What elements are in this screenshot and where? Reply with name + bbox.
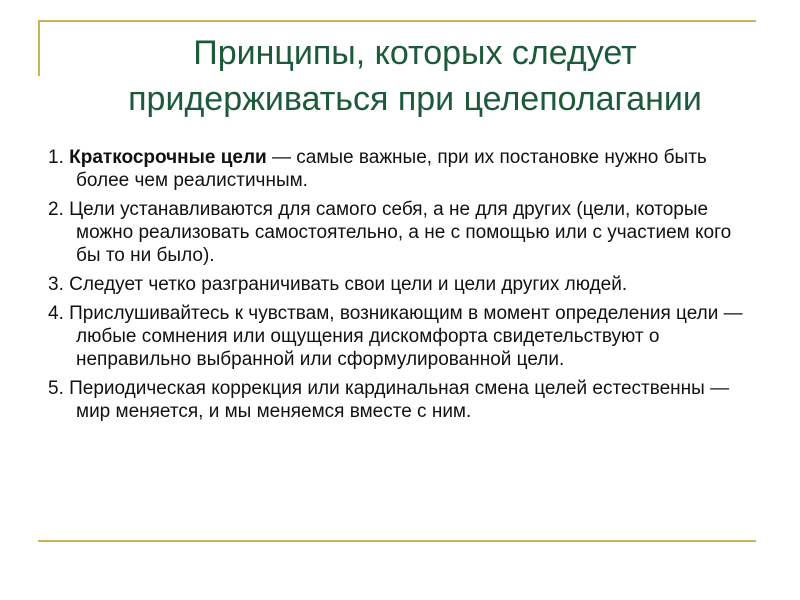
item-emphasis: Краткосрочные цели	[69, 147, 267, 168]
item-number: 1.	[48, 147, 70, 168]
item-text: Прислушивайтесь к чувствам, возникающим в момент определения цели — любые сомнения или ощущения дискомфорта свидетельствуют о неправильно выбранной или сформулированной цели.	[69, 303, 743, 370]
item-text: Следует четко разграничивать свои цели и цели других людей.	[69, 274, 628, 295]
item-text: — самые важные, при их постановке нужно быть более чем реалистичным.	[76, 147, 707, 191]
item-text: Цели устанавливаются для самого себя, а не для других (цели, которые можно реализовать самостоятельно, а не с помощью или с участием кого бы то ни было).	[69, 199, 732, 266]
item-number: 4.	[48, 303, 70, 324]
item-number: 5.	[48, 378, 70, 399]
principle-item-4	[48, 302, 748, 371]
item-text: Периодическая коррекция или кардинальная смена целей естественны — мир меняется, и мы меняемся вместе с ним.	[69, 378, 730, 422]
principle-item-5	[48, 377, 748, 423]
slide-title: Принципы, которых следует придерживаться при целеполагании	[128, 34, 702, 118]
top-rule	[38, 20, 756, 22]
left-rule	[38, 20, 40, 76]
principles-list	[48, 146, 748, 429]
bottom-rule	[38, 540, 756, 542]
principle-item-3	[48, 273, 748, 296]
item-number: 3.	[48, 274, 70, 295]
principle-item-1	[48, 146, 748, 192]
item-number: 2.	[48, 199, 70, 220]
principle-item-2	[48, 198, 748, 267]
